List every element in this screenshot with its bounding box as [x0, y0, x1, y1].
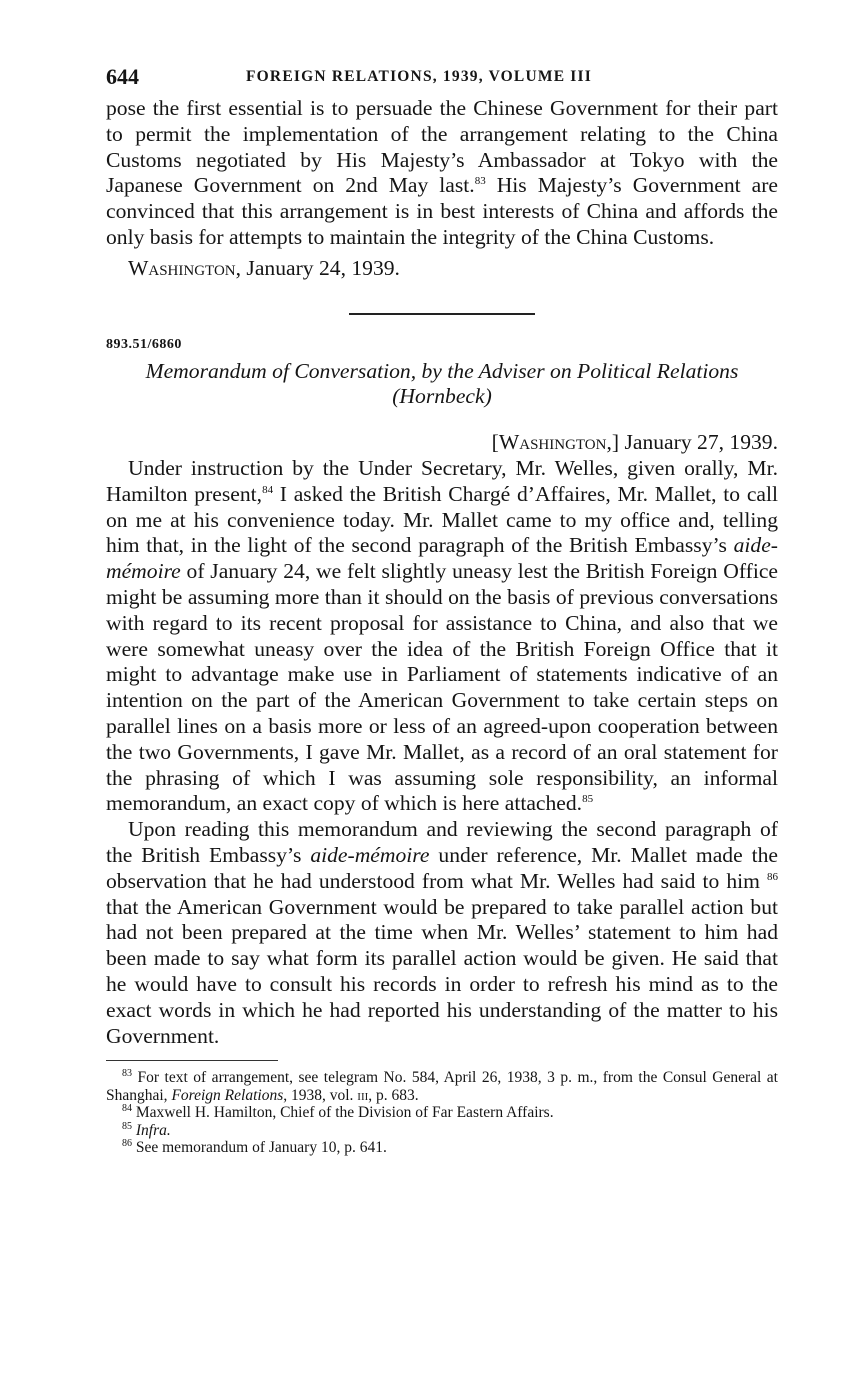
body-paragraph-2: [106, 817, 778, 1049]
footnote-83-italic: Foreign Relations: [171, 1086, 284, 1104]
continuation-paragraph: [106, 96, 778, 251]
date-rest: ] January 27, 1939.: [611, 430, 778, 455]
p2-italic-aide-memoire: aide-mémoire: [310, 842, 430, 867]
body-paragraph-1: [106, 456, 778, 817]
footnote-ref-84[interactable]: 84: [262, 483, 274, 496]
continuation-text-a: pose the first essential is to persuade the Chinese Government for their part to permit the implementation of the arrangement relating to the China Customs negotiated by His Majesty’s Ambassador at Tokyo with the Japanese Government on 2nd May last.: [106, 96, 778, 198]
date-place: Washington,: [498, 430, 612, 455]
document-title-line-2: (Hornbeck): [392, 384, 492, 409]
footnote-mark-85: 85: [122, 1120, 132, 1132]
document-title: [106, 359, 778, 411]
section-divider: [349, 313, 535, 315]
footnote-85-italic: Infra.: [132, 1121, 171, 1139]
p2-text-c: that the American Government would be prepared to take parallel action but had not been prepared at the time when Mr. Welles’ statement to him had been made to say what form its parallel action would be given. He said that he would have to consult his records in order to refresh his mind as to the exact words in which he had reported his understanding of the matter to his Government.: [106, 894, 778, 1048]
page-number: 644: [106, 64, 139, 89]
footnote-83-volume: iii: [357, 1086, 369, 1104]
footnote-ref-86[interactable]: 86: [767, 870, 778, 883]
p2-text-a: Upon reading this memorandum and reviewing the second paragraph of the British Embassy’s: [106, 817, 778, 867]
p1-text-c: of January 24, we felt slightly uneasy lest the British Foreign Office might be assuming more than it should on the basis of previous conversations with regard to its recent proposal for assistance to China, and also that we were somewhat uneasy over the idea of the British Foreign Office that it might to advantage make use in Parliament of statements indicative of an intention on the part of the American Government to take certain steps on parallel lines on a basis more or less of an agreed-upon cooperation between the two Governments, I gave Mr. Mallet, as a record of an oral statement for the phrasing of which I was assuming sole responsibility, an informal memorandum, an exact copy of which is here attached.: [106, 559, 778, 816]
footnote-83-text-b: , 1938, vol.: [283, 1086, 358, 1104]
continuation-text-b: His Majesty’s Government are convinced that this arrangement is in best interests of China and affords the only basis for attempts to maintain the integrity of the China Customs.: [106, 173, 778, 249]
footnote-86: [106, 1139, 778, 1157]
document-title-line-1: Memorandum of Conversation, by the Adviser on Political Relations: [145, 358, 739, 383]
footnote-84-text: Maxwell H. Hamilton, Chief of the Division of Far Eastern Affairs.: [132, 1104, 554, 1122]
document-dateline: [106, 430, 778, 456]
footnote-83: [106, 1069, 778, 1104]
p1-text-b: I asked the British Chargé d’Affaires, Mr. Mallet, to call on me at his convenience today. Mr. Mallet came to my office and, telling him that, in the light of the second paragraph of the British Embassy’s: [106, 481, 778, 558]
footnote-84: [106, 1104, 778, 1122]
dateline-date: January 24, 1939.: [246, 255, 400, 280]
footnote-83-text-a: For text of arrangement, see telegram No. 584, April 26, 1938, 3 p. m., from the Consul General at Shanghai,: [106, 1069, 778, 1104]
footnote-mark-86: 86: [122, 1138, 132, 1150]
footnote-mark-83: 83: [122, 1068, 132, 1080]
footnote-86-text: See memorandum of January 10, p. 641.: [132, 1139, 387, 1157]
footnote-mark-84: 84: [122, 1103, 132, 1115]
footnote-83-text-c: , p. 683.: [368, 1086, 419, 1104]
file-number: 893.51/6860: [106, 336, 182, 352]
footnote-ref-83[interactable]: 83: [474, 175, 486, 188]
p1-text-a: Under instruction by the Under Secretary, Mr. Welles, given orally, Mr. Hamilton present,: [106, 455, 778, 506]
footnote-85: [106, 1122, 778, 1140]
p2-text-b: under reference, Mr. Mallet made the observation that he had understood from what Mr. Welles had said to him: [106, 842, 778, 893]
dateline-place: Washington,: [128, 255, 242, 280]
p1-italic-aide-memoire: aide-mémoire: [106, 533, 778, 584]
document-page: [106, 58, 778, 1157]
footnotes: [106, 1069, 778, 1157]
running-title: FOREIGN RELATIONS, 1939, VOLUME III: [246, 68, 592, 85]
footnote-rule: [106, 1060, 278, 1061]
running-header: [106, 58, 778, 96]
date-open-bracket: [: [491, 430, 499, 455]
footnote-ref-85[interactable]: 85: [582, 793, 594, 806]
continuation-dateline: [106, 256, 778, 282]
